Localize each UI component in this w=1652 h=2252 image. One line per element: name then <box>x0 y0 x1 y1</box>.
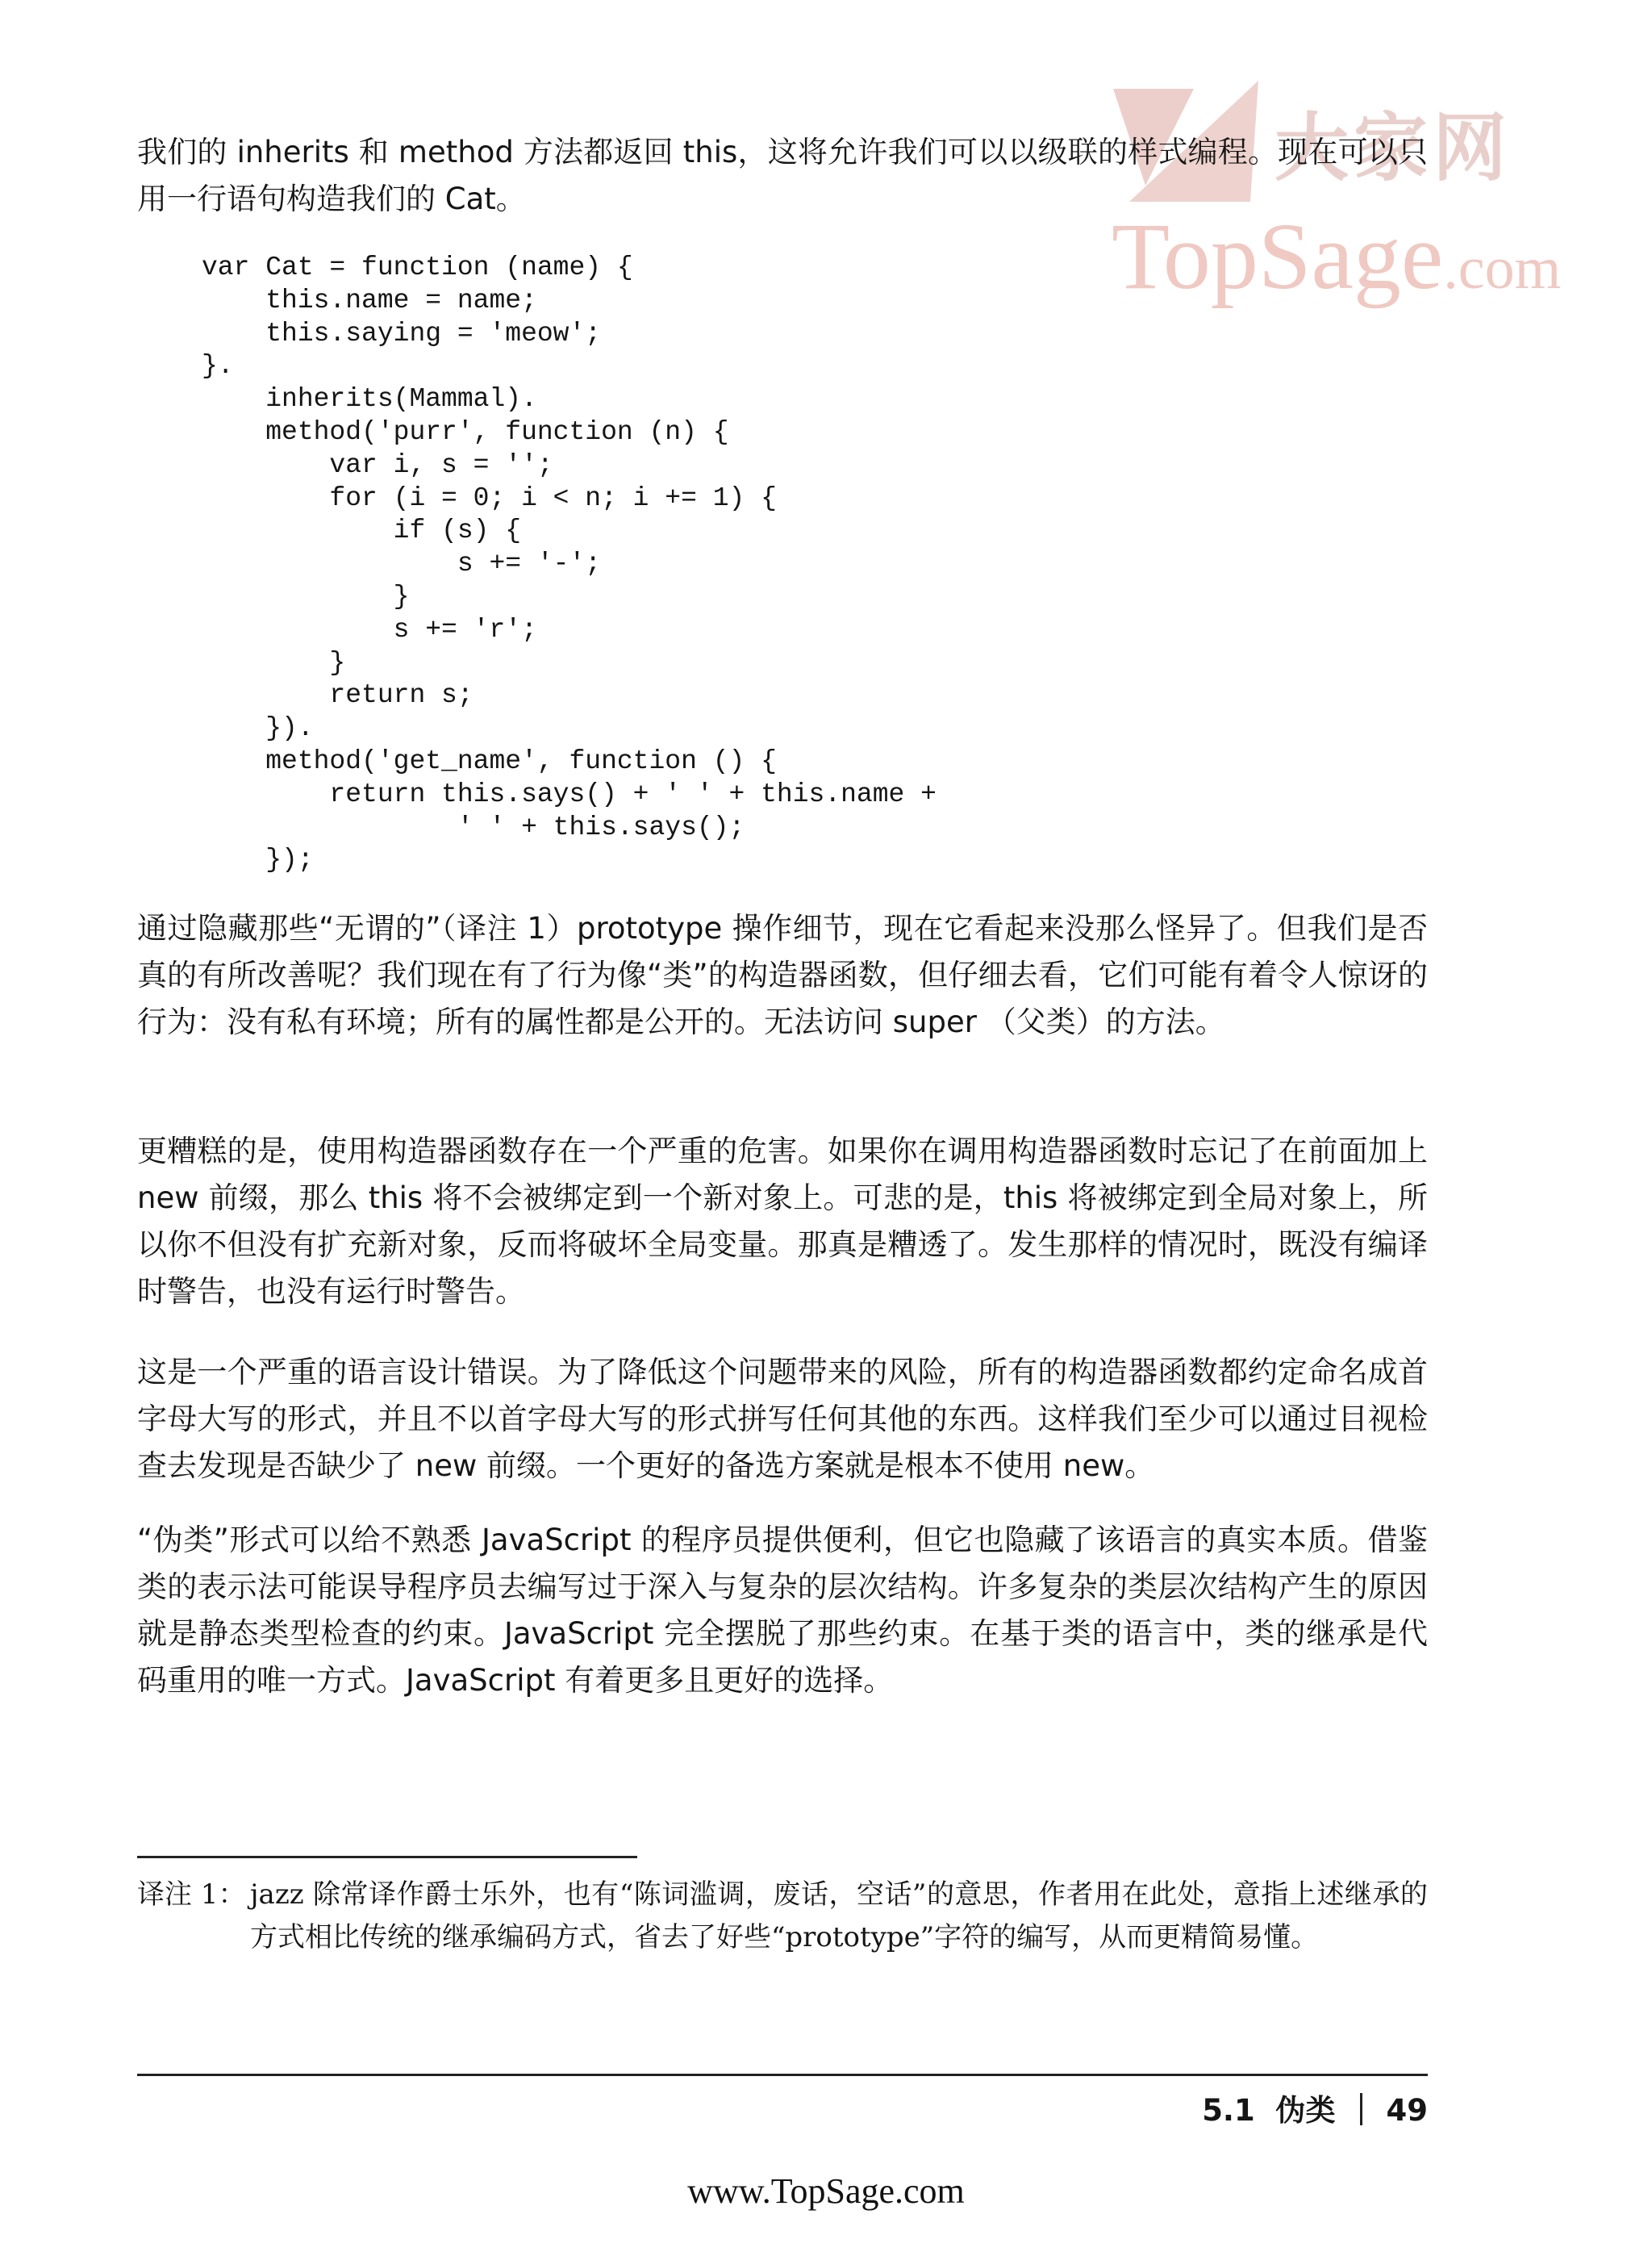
footnote-label: 译注 1： <box>137 1878 246 1911</box>
footnote-divider <box>137 1856 637 1858</box>
section-number: 5.1 <box>1202 2093 1255 2128</box>
footer-divider <box>137 2074 1428 2076</box>
body-paragraph-1: 通过隐藏那些“无谓的”（译注 1）prototype 操作细节，现在它看起来没那么怪异了。但我们是否真的有所改善呢？我们现在有了行为像“类”的构造器函数，但仔细去看，它们可能有着令人惊讶的行为：没有私有环境；所有的属性都是公开的。无法访问 super （父类）的方法。 <box>137 911 1428 1039</box>
footnote-text: jazz 除常译作爵士乐外，也有“陈词滥调，废话，空话”的意思，作者用在此处，意指上述继承的方式相比传统的继承编码方式，省去了好些“prototype”字符的编写，从而更精简易懂。 <box>250 1878 1428 1953</box>
watermark-chinese-text: 大家网 <box>1274 104 1512 191</box>
body-paragraph-2: 更糟糕的是，使用构造器函数存在一个严重的危害。如果你在调用构造器函数时忘记了在前面加上 new 前缀，那么 this 将不会被绑定到一个新对象上。可悲的是，this 将被绑定到全局对象上，所以你不但没有扩充新对象，反而将破坏全局变量。那真是糟透了。发生那样的情况时，既没有编译时警告，也没有运行时警告。 <box>137 1134 1428 1309</box>
running-footer <box>1202 2086 1428 2129</box>
page-number: 49 <box>1386 2093 1428 2128</box>
watermark-brand: TopSage <box>1112 203 1444 309</box>
code-block: var Cat = function (name) { this.name = name; this.saying = 'meow'; }. inherits(Mammal). method('purr', function (n) { var i, s = ''; for (i = 0; i < n; i += 1) { if (s) { s += '-'; } s += 'r'; } return s; }). method('get_name', function () { return this.says() + ' ' + this.name + ' ' + this.says(); }); <box>202 253 937 875</box>
watermark-domain-suffix: .com <box>1443 236 1562 302</box>
body-paragraph-4: “伪类”形式可以给不熟悉 JavaScript 的程序员提供便利，但它也隐藏了该语言的真实本质。借鉴类的表示法可能误导程序员去编写过于深入与复杂的层次结构。许多复杂的类层次结构产生的原因就是静态类型检查的约束。JavaScript 完全摆脱了那些约束。在基于类的语言中，类的继承是代码重用的唯一方式。JavaScript 有着更多且更好的选择。 <box>137 1523 1428 1698</box>
body-paragraph-3: 这是一个严重的语言设计错误。为了降低这个问题带来的风险，所有的构造器函数都约定命名成首字母大写的形式，并且不以首字母大写的形式拼写任何其他的东西。这样我们至少可以通过目视检查去发现是否缺少了 new 前缀。一个更好的备选方案就是根本不使用 new。 <box>137 1355 1428 1483</box>
intro-paragraph: 我们的 inherits 和 method 方法都返回 this，这将允许我们可以以级联的样式编程。现在可以只用一行语句构造我们的 Cat。 <box>137 135 1428 216</box>
section-title: 伪类 <box>1275 2093 1336 2128</box>
site-url: www.TopSage.com <box>687 2171 965 2211</box>
footer-separator <box>1360 2093 1362 2125</box>
